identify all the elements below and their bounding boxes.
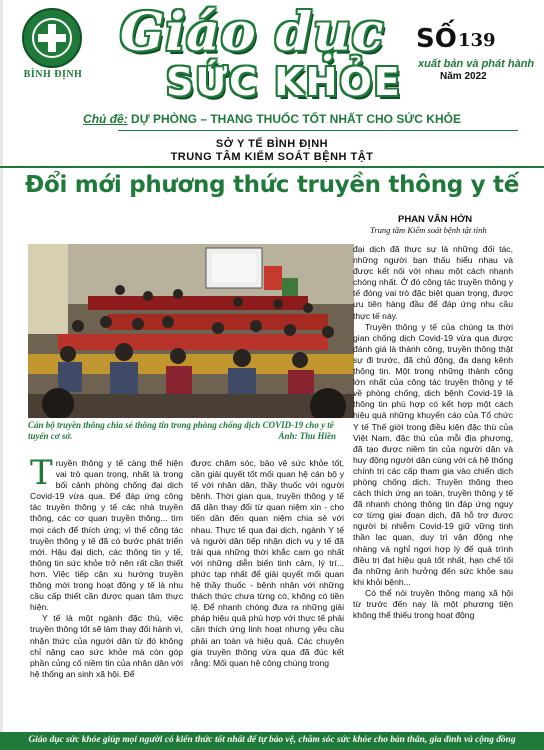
issue-word: SỐ: [416, 24, 457, 54]
paragraph: đại dịch đã thực sự là những đối tác, những người bạn thấu hiểu nhau và được kết nối với nhau một cách nhanh chóng nhất. Ở đó công tác truyền thông y tế đóng vai trò đặc biệt quan trọng, được ưu tiên hàng đầu để đáp ứng nhu cầu thực tế này.: [353, 244, 513, 321]
issue-number: 139: [458, 30, 496, 51]
article-title: Đổi mới phương thức truyền thông y tế: [24, 172, 520, 198]
topic-label: Chủ đề:: [83, 112, 128, 126]
article-author: PHAN VĂN HỚN: [398, 214, 473, 225]
header-divider: [0, 166, 544, 168]
masthead-line-1: Giáo dục: [120, 2, 385, 63]
publisher-note: xuất bản và phát hành: [418, 58, 535, 70]
topic-line: [0, 112, 544, 126]
article-column-2: [191, 458, 344, 726]
drop-cap: T: [30, 458, 53, 493]
author-role: Trung tâm Kiểm soát bệnh tật tỉnh: [370, 225, 487, 235]
paragraph: Truyền thông y tế càng thể hiện vai trò quan trọng, nhất là trong bối cảnh phòng chống đại dịch Covid-19 vừa qua. Để đáp ứng công tác truyền thông y tế các nhà truyền thông, các cơ quan truyền thông... tìm mọi cách để thích ứng; vì thế công tác truyền thông y tế đã có bước phát triển mới. Hậu đại dịch, các thông tin y tế, thông tin sức khỏe trở nên rất cần thiết hơn. Việc tiếp cận xu hướng truyền thông mới trong hoạt động y tế là nhu cầu cấp thiết cần được quan tâm thực hiện.: [30, 458, 183, 613]
photo-caption: [28, 420, 354, 442]
photo-caption-text: Cán bộ truyền thông chia sẻ thông tin trong phòng chống dịch COVID-19 cho y tế tuyến cơ sở.: [28, 420, 334, 441]
masthead-line-2: SỨC KHỎE: [166, 60, 402, 104]
article-photo: [28, 244, 354, 418]
issue-year: Năm 2022: [440, 71, 487, 82]
paragraph: Có thể nói truyền thông mạng xã hội từ trước đến nay là một phương tiện không thể thiếu trong hoạt động: [353, 587, 513, 621]
paragraph: Truyền thông y tế của chúng ta thời gian chống dịch Covid-19 vừa qua được đánh giá là thành công, truyền thông thật sự đi trước, đã chủ động, đa dạng kênh thông tin. Một trong những thành công lớn nhất của công tác truyền thông y tế về phòng chống, dịch bệnh Covid-19 là thông tin phù hợp có kết hợp một cách hiệu quả những khuyến cáo của Tổ chức Y tế Thế giới trong điều kiện đặc thù của Việt Nam, đặc thù của mỗi địa phương, đã tạo được niềm tin của người dân và huy động người dân cùng với cả hệ thống chính trị các cấp tham gia vào chiến dịch phòng chống dịch. Truyền thông theo cách thích ứng an toàn, truyền thông y tế đã nhanh chóng thông tin đáp ứng nguy cơ từng giai đoạn dịch, đã hỗ trợ được người bị nhiễm Covid-19 giữ vững tinh thần lạc quan, duy trì vận động nhẹ nhàng và nghỉ ngơi hợp lý để quá trình điều trị đạt hiệu quả tốt nhất, hạn chế tối đa những ảnh hưởng đến sức khỏe sau khi khỏi bệnh...: [353, 321, 513, 587]
logo-emblem-icon: [22, 8, 82, 68]
paragraph: Y tế là một ngành đặc thù, việc truyền thông tốt sẽ làm thay đổi hành vi, nhận thức của người dân từ đó không chỉ nâng cao sức khỏe mà còn góp phần củng cố niềm tin của nhân dân với hệ thống an sinh xã hội. Để: [30, 613, 183, 679]
photo-credit: Ảnh: Thu Hiền: [278, 431, 336, 441]
footer-slogan: Giáo dục sức khỏe giúp mọi người có kiến thức tốt nhất để tự bảo vệ, chăm sóc sức khỏe cho bản thân, gia đình và cộng đồng: [28, 735, 516, 745]
paragraph: được chăm sóc, bảo vệ sức khỏe tốt, cần giải quyết tốt mối quan hệ cán bộ y tế với nhân dân, thầy thuốc với người bệnh. Thời gian qua, truyền thông y tế đã dần thay đổi từ quan niệm xin - cho tiến dần đến quan niệm chia sẻ với nhau. Thực tế qua đại dịch, ngành Y tế và người dân tiếp nhận dịch vụ y tế đã trải qua những thời khắc cam go nhất với những diễn biến tinh cảm, lý trí... phức tạp nhất để giải quyết mối quan hệ thầy thuốc - bệnh nhân với những thách thức chưa từng có, không có tiền lệ. Để nhanh chóng đưa ra những giải pháp hiệu quả phù hợp với thực tế phải cần thích ứng linh hoạt nhưng yêu cầu phải an toàn và hiệu quả. Các chuyên gia truyền thông vừa qua đã đúc kết rằng: Mối quan hệ công chúng trong: [191, 458, 344, 668]
article-column-3: [353, 244, 513, 726]
logo-text: BÌNH ĐỊNH: [23, 69, 83, 80]
meeting-room-photo: [28, 244, 354, 418]
org-line-2: TRUNG TÂM KIỂM SOÁT BỆNH TẬT: [170, 151, 374, 163]
topic-divider: [118, 130, 518, 131]
topic-text: DỰ PHÒNG – THANG THUỐC TỐT NHẤT CHO SỨC KHỎE: [131, 112, 461, 126]
org-line-1: SỞ Y TẾ BÌNH ĐỊNH: [215, 138, 329, 150]
article-column-1: [30, 458, 183, 726]
